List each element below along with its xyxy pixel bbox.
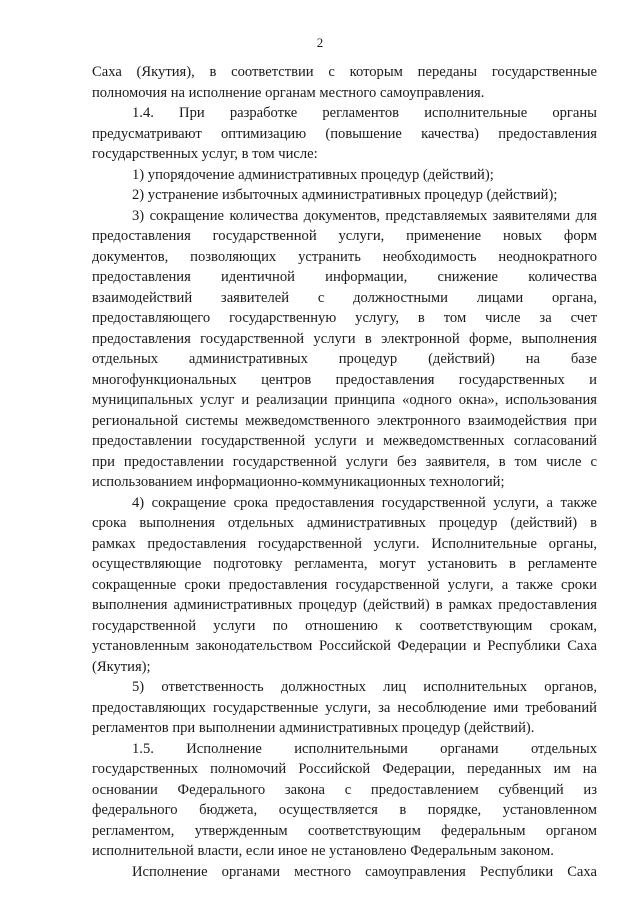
paragraph <box>92 493 597 678</box>
document-body <box>92 62 597 882</box>
text-line: государственных полномочий Российской Федерации, переданных им на <box>92 761 597 777</box>
text-line: взаимодействий заявителей с должностными лицами органа, <box>92 289 597 306</box>
paragraph <box>92 677 597 739</box>
text-line: полномочия на исполнение органам местного самоуправления. <box>92 84 485 101</box>
text-line: предоставлении государственной услуги и межведомственных согласований <box>92 433 597 449</box>
paragraph <box>92 165 597 186</box>
text-line: государственных услуг, в том числе: <box>92 146 318 162</box>
text-line: муниципальных услуг и реализации принципа «одного окна», использования <box>92 392 597 408</box>
text-line: осуществляющие подготовку регламента, могут установить в регламенте <box>92 556 597 572</box>
text-line: рамках предоставления государственной услуги. Исполнительные органы, <box>92 535 597 552</box>
paragraph <box>92 862 597 883</box>
text-line: предоставления государственной услуги в электронной форме, выполнения <box>92 330 597 347</box>
text-line: 1.5. Исполнение исполнительными органами отдельных <box>132 740 597 757</box>
text-line: 5) ответственность должностных лиц исполнительных органов, <box>132 679 597 695</box>
page-number: 2 <box>316 35 324 50</box>
text-line: государственной услуги по отношению к соответствующим срокам, <box>92 617 597 634</box>
text-line: при предоставлении государственной услуги без заявителя, в том числе с <box>92 453 597 470</box>
text-line: предоставляющих государственные услуги, за несоблюдение ими требований <box>92 699 597 716</box>
paragraph <box>92 103 597 165</box>
text-line: 2) устранение избыточных административных процедур (действий); <box>132 187 558 203</box>
text-line: отдельных административных процедур (действий) на базе <box>92 351 597 367</box>
text-line: федерального бюджета, осуществляется в порядке, установленном <box>92 802 597 818</box>
text-line: регламентов при выполнении административных процедур (действий). <box>92 720 535 736</box>
text-line: сокращенные сроки предоставления государственной услуги, а также сроки <box>92 576 597 593</box>
text-line: предоставления государственной услуги, применение новых форм <box>92 228 597 244</box>
paragraph <box>92 206 597 493</box>
text-line: основании Федерального закона с предоставлением субвенций из <box>92 781 597 798</box>
paragraph <box>92 739 597 862</box>
text-line: Саха (Якутия), в соответствии с которым переданы государственные <box>92 64 597 80</box>
text-line: (Якутия); <box>92 658 151 675</box>
text-line: предоставляющего государственную услугу, в том числе за счет <box>92 310 597 326</box>
text-line: региональной системы межведомственного электронного взаимодействия при <box>92 412 597 429</box>
text-line: 4) сокращение срока предоставления государственной услуги, а также <box>132 494 597 511</box>
paragraph <box>92 185 597 206</box>
text-line: предоставления идентичной информации, снижение количества <box>92 269 597 285</box>
text-line: исполнительной власти, если иное не установлено Федеральным законом. <box>92 843 554 859</box>
text-line: предусматривают оптимизацию (повышение качества) предоставления <box>92 125 597 142</box>
text-line: Исполнение органами местного самоуправления Республики Саха <box>132 863 597 880</box>
text-line: 1.4. При разработке регламентов исполнительные органы <box>132 105 597 121</box>
text-line: 1) упорядочение административных процедур (действий); <box>132 166 494 183</box>
text-line: регламентом, утвержденным соответствующим федеральным органом <box>92 822 597 839</box>
text-line: многофункциональных центров предоставления государственных и <box>92 371 597 388</box>
text-line: установленным законодательством Российской Федерации и Республики Саха <box>92 638 597 654</box>
text-line: выполнения административных процедур (действий) в рамках предоставления <box>92 597 597 613</box>
paragraph <box>92 62 597 103</box>
text-line: срока выполнения отдельных административных процедур (действий) в <box>92 515 597 531</box>
text-line: 3) сокращение количества документов, представляемых заявителями для <box>132 207 597 224</box>
text-line: использованием информационно-коммуникационных технологий; <box>92 474 505 490</box>
text-line: документов, позволяющих устранить необходимость неоднократного <box>92 248 597 265</box>
